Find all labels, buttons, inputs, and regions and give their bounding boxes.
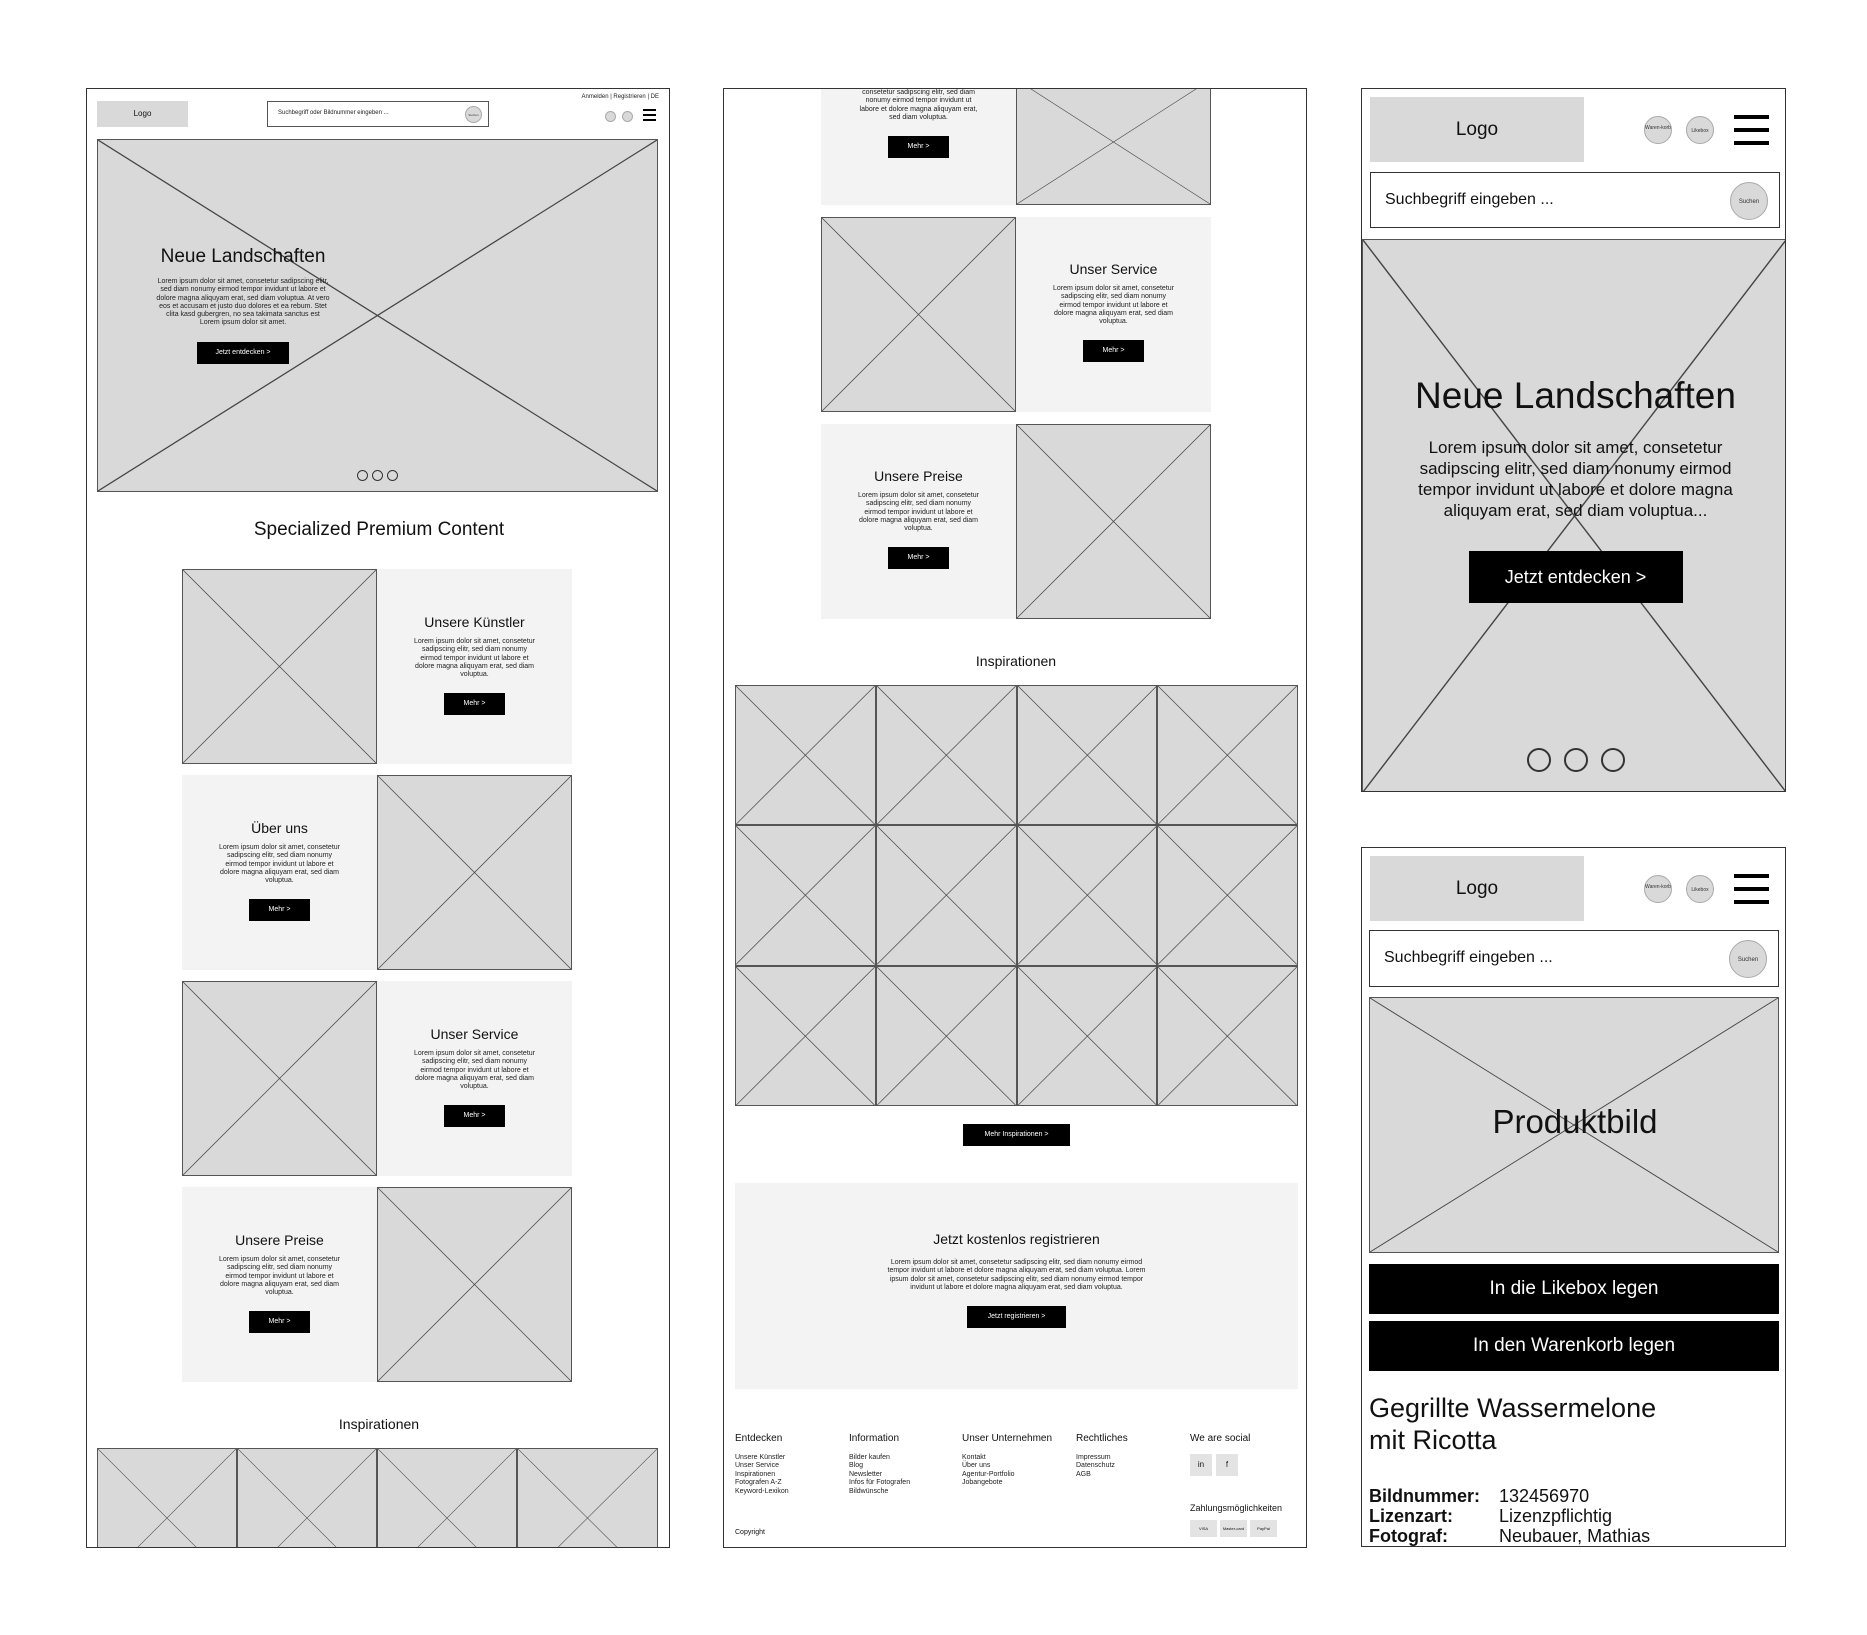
prices-text: Lorem ipsum dolor sit amet, consetetur sadipscing elitr, sed diam nonumy eirmod tempor invidunt ut labore et dolore magna aliquyam erat, sed diam voluptua.	[858, 492, 979, 533]
likebox-icon[interactable]: Likebox	[1686, 116, 1714, 144]
top-block-text: consetetur sadipscing elitr, sed diam nonumy eirmod tempor invidunt ut labore et dolore magna aliquyam erat, sed diam voluptua.	[859, 89, 978, 121]
footer-link[interactable]: Newsletter	[849, 1470, 883, 1478]
footer-link[interactable]: Fotografen A-Z	[735, 1479, 782, 1486]
block-1-text: Lorem ipsum dolor sit amet, consetetur sadipscing elitr, sed diam nonumy eirmod tempor invidunt ut labore et dolore magna aliquyam erat, sed diam voluptua.	[414, 638, 535, 679]
inspiration-image[interactable]	[735, 825, 876, 965]
block-3-title: Unser Service	[430, 1026, 519, 1042]
hero-image	[1362, 239, 1786, 792]
inspiration-image[interactable]	[876, 966, 1017, 1106]
footer-social	[1190, 1435, 1250, 1454]
inspirations-title: Inspirationen	[338, 1416, 420, 1432]
menu-icon[interactable]	[1734, 874, 1769, 905]
footer-link[interactable]: Kontakt	[962, 1453, 986, 1461]
block-4-title: Unsere Preise	[235, 1232, 324, 1248]
paypal-icon: PayPal	[1250, 1520, 1277, 1537]
inspiration-image[interactable]	[1157, 825, 1298, 965]
footer-col-information	[849, 1435, 910, 1496]
block-1-image	[182, 569, 377, 764]
hero-cta-button[interactable]: Jetzt entdecken >	[1469, 551, 1683, 603]
inspirations-grid	[735, 685, 1298, 1106]
block-3-image	[182, 981, 377, 1176]
inspiration-image[interactable]	[735, 685, 876, 825]
block-4-text: Lorem ipsum dolor sit amet, consetetur sadipscing elitr, sed diam nonumy eirmod tempor invidunt ut labore et dolore magna aliquyam erat, sed diam voluptua.	[219, 1256, 340, 1297]
inspiration-image[interactable]	[1157, 966, 1298, 1106]
add-to-cart-button[interactable]: In den Warenkorb legen	[1369, 1321, 1779, 1371]
inspiration-image[interactable]	[1017, 825, 1158, 965]
mobile-product-frame	[1361, 847, 1786, 1547]
inspiration-image[interactable]	[517, 1448, 658, 1548]
product-title-line-1: Gegrillte Wassermelone	[1369, 1393, 1657, 1423]
footer-col-title: Rechtliches	[1076, 1433, 1128, 1444]
block-3-panel	[377, 981, 572, 1176]
detail-label: Lizenzart:	[1369, 1506, 1454, 1526]
block-2-title: Über uns	[251, 820, 308, 836]
footer-link[interactable]: Infos für Fotografen	[849, 1479, 911, 1486]
hero-title: Neue Landschaften	[1415, 375, 1736, 416]
search-bar[interactable]	[267, 101, 489, 127]
block-1-panel	[377, 569, 572, 764]
prices-panel	[821, 424, 1016, 619]
register-title: Jetzt kostenlos registrieren	[933, 1231, 1100, 1247]
inspiration-image[interactable]	[735, 966, 876, 1106]
footer-col-rechtliches	[1076, 1435, 1128, 1479]
prices-title: Unsere Preise	[874, 468, 963, 484]
logo[interactable]: Logo	[1370, 97, 1584, 162]
block-2-panel	[182, 775, 377, 970]
footer-col-unternehmen	[962, 1435, 1052, 1488]
inspiration-image[interactable]	[237, 1448, 377, 1548]
service-panel	[1016, 217, 1211, 412]
search-input[interactable]: Suchbegriff oder Bildnummer eingeben ...	[278, 110, 389, 116]
mastercard-icon: Master-card	[1220, 1520, 1247, 1537]
facebook-icon[interactable]: f	[1216, 1454, 1238, 1476]
footer-link[interactable]: Über uns	[962, 1462, 991, 1469]
footer-link[interactable]: Keyword-Lexikon	[735, 1487, 789, 1495]
carousel-dot-1[interactable]	[1527, 748, 1551, 772]
footer-link[interactable]: Bilder kaufen	[849, 1453, 890, 1461]
cart-icon[interactable]: Waren-korb	[1644, 116, 1672, 144]
footer-link[interactable]: Agentur-Portfolio	[962, 1470, 1015, 1478]
inspiration-image[interactable]	[876, 685, 1017, 825]
detail-value: Neubauer, Mathias	[1499, 1526, 1651, 1546]
footer-link[interactable]: Impressum	[1076, 1453, 1111, 1461]
likebox-icon[interactable]	[622, 111, 633, 122]
block-1-title: Unsere Künstler	[424, 614, 525, 630]
top-block-panel	[821, 88, 1016, 205]
service-text: Lorem ipsum dolor sit amet, consetetur sadipscing elitr, sed diam nonumy eirmod tempor invidunt ut labore et dolore magna aliquyam erat, sed diam voluptua.	[1053, 285, 1174, 326]
register-text: Lorem ipsum dolor sit amet, consetetur sadipscing elitr, sed diam nonumy eirmod tempor invidunt ut labore et dolore magna aliquyam erat, sed diam voluptua. Lorem ipsum dolor sit amet, consetetur sadipscing elitr, sed diam nonumy eirmod tempor invidunt ut labore et dolore magna aliquyam erat, sed diam voluptua.	[887, 1259, 1146, 1291]
footer-link[interactable]: Bildwünsche	[849, 1487, 889, 1495]
visa-icon: VISA	[1190, 1520, 1217, 1537]
desktop-home-frame	[86, 88, 670, 1548]
search-button[interactable]: Suchen	[1730, 182, 1768, 220]
hero-cta-button[interactable]: Jetzt entdecken >	[197, 342, 289, 364]
search-button[interactable]: Suchen	[1729, 940, 1767, 978]
topbar-links[interactable]: Anmelden | Registrieren | DE	[581, 94, 659, 100]
block-2-more-button[interactable]: Mehr >	[249, 899, 310, 921]
cart-icon[interactable]: Waren-korb	[1644, 875, 1672, 903]
product-image	[1369, 997, 1779, 1253]
carousel-dot-3[interactable]	[387, 470, 398, 481]
hero-text: Lorem ipsum dolor sit amet, consetetur sadipscing elitr, sed diam nonumy eirmod tempor invidunt ut labore et dolore magna aliquyam erat, sed diam voluptua...	[1418, 438, 1733, 520]
footer-social-title: We are social	[1190, 1433, 1251, 1444]
top-block-more-button[interactable]: Mehr >	[888, 136, 949, 158]
inspiration-image[interactable]	[97, 1448, 237, 1548]
prices-more-button[interactable]: Mehr >	[888, 547, 949, 569]
menu-icon[interactable]	[1734, 115, 1769, 146]
footer-link[interactable]: Inspirationen	[735, 1470, 776, 1478]
product-title-line-2: mit Ricotta	[1369, 1425, 1497, 1455]
carousel-dot-2[interactable]	[1564, 748, 1588, 772]
product-image-label: Produktbild	[1492, 1103, 1658, 1140]
block-4-panel	[182, 1187, 377, 1382]
footer-link[interactable]: Unsere Künstler	[735, 1453, 786, 1461]
detail-value: 132456970	[1499, 1486, 1590, 1506]
payment-title: Zahlungsmöglichkeiten	[1190, 1503, 1283, 1513]
logo[interactable]: Logo	[1370, 856, 1584, 921]
logo[interactable]: Logo	[97, 101, 188, 127]
footer-col-entdecken	[735, 1435, 789, 1496]
inspiration-image[interactable]	[1017, 966, 1158, 1106]
carousel-dot-3[interactable]	[1601, 748, 1625, 772]
detail-label: Bildnummer:	[1369, 1486, 1481, 1506]
block-3-more-button[interactable]: Mehr >	[444, 1105, 505, 1127]
footer-link[interactable]: Unser Service	[735, 1462, 779, 1469]
register-panel	[735, 1183, 1298, 1389]
inspiration-image[interactable]	[876, 825, 1017, 965]
section-title: Specialized Premium Content	[253, 519, 505, 540]
footer-col-title: Information	[849, 1433, 900, 1444]
add-to-likebox-button[interactable]: In die Likebox legen	[1369, 1264, 1779, 1314]
footer-col-title: Entdecken	[735, 1433, 783, 1444]
service-image	[821, 217, 1016, 412]
service-more-button[interactable]: Mehr >	[1083, 340, 1144, 362]
block-2-text: Lorem ipsum dolor sit amet, consetetur sadipscing elitr, sed diam nonumy eirmod tempor invidunt ut labore et dolore magna aliquyam erat, sed diam voluptua.	[219, 844, 340, 885]
carousel-dot-1[interactable]	[357, 470, 368, 481]
carousel-dot-2[interactable]	[372, 470, 383, 481]
block-3-text: Lorem ipsum dolor sit amet, consetetur sadipscing elitr, sed diam nonumy eirmod tempor invidunt ut labore et dolore magna aliquyam erat, sed diam voluptua.	[414, 1050, 535, 1091]
linkedin-icon[interactable]: in	[1190, 1454, 1212, 1476]
detail-label: Fotograf:	[1369, 1526, 1448, 1546]
prices-image	[1016, 424, 1211, 619]
top-block-image	[1016, 88, 1211, 205]
block-1-more-button[interactable]: Mehr >	[444, 693, 505, 715]
service-title: Unser Service	[1069, 261, 1158, 277]
likebox-icon[interactable]: Likebox	[1686, 875, 1714, 903]
search-bar[interactable]	[1370, 172, 1780, 228]
search-button[interactable]: Suchen	[465, 106, 482, 123]
warenkorb-icon[interactable]	[605, 111, 616, 122]
inspiration-image[interactable]	[1017, 685, 1158, 825]
hero-title: Neue Landschaften	[160, 246, 326, 267]
footer-link[interactable]: Datenschutz	[1076, 1462, 1115, 1469]
copyright: Copyright	[735, 1529, 765, 1536]
footer-link[interactable]: AGB	[1076, 1470, 1091, 1478]
hero-text: Lorem ipsum dolor sit amet, consetetur sadipscing elitr, sed diam nonumy eirmod tempor invidunt ut labore et dolore magna aliquyam erat, sed diam voluptua. At vero eos et accusam et justo duo dolores et ea rebum. Stet clita kasd gubergren, no sea takimata sanctus est Lorem ipsum dolor sit amet.	[156, 278, 330, 327]
inspiration-image[interactable]	[377, 1448, 517, 1548]
footer-col-title: Unser Unternehmen	[962, 1433, 1053, 1444]
register-button[interactable]: Jetzt registrieren >	[967, 1306, 1066, 1328]
product-details	[1369, 1486, 1650, 1546]
block-4-more-button[interactable]: Mehr >	[249, 1311, 310, 1333]
footer-link[interactable]: Jobangebote	[962, 1479, 1003, 1486]
search-input[interactable]: Suchbegriff eingeben ...	[1385, 191, 1554, 208]
more-inspirations-button[interactable]: Mehr Inspirationen >	[963, 1124, 1070, 1146]
product-title	[1369, 1392, 1656, 1456]
block-4-image	[377, 1187, 572, 1382]
mobile-home-frame	[1361, 88, 1786, 792]
inspiration-image[interactable]	[1157, 685, 1298, 825]
inspirations-title: Inspirationen	[975, 653, 1057, 669]
desktop-home-scrolled-frame	[723, 88, 1307, 1548]
menu-icon[interactable]	[643, 109, 656, 122]
search-bar[interactable]	[1369, 930, 1779, 987]
detail-value: Lizenzpflichtig	[1499, 1506, 1613, 1526]
hero-image	[97, 139, 658, 492]
block-2-image	[377, 775, 572, 970]
footer-link[interactable]: Blog	[849, 1462, 864, 1469]
search-input[interactable]: Suchbegriff eingeben ...	[1384, 949, 1553, 966]
